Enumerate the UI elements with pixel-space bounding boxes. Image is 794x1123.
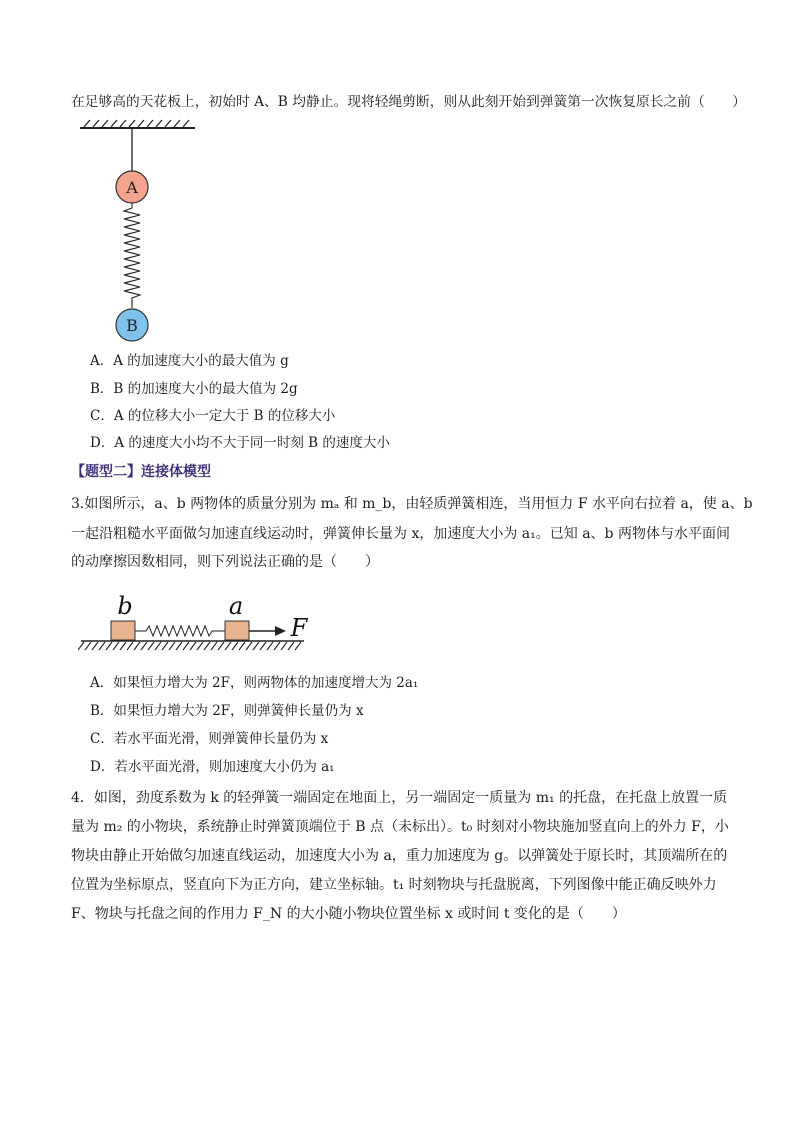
block-a <box>225 621 249 640</box>
ball-a-label: A <box>126 178 138 197</box>
q4-stem-line-4: 位置为坐标原点，竖直向下为正方向，建立坐标轴。t₁ 时刻物块与托盘脱离，下列图像中能正确反映外力 <box>71 877 717 893</box>
q2-figure-hanging-spring <box>70 118 210 350</box>
section-heading: 【题型二】连接体模型 <box>71 464 211 480</box>
block-a-label: a <box>228 592 244 620</box>
vertical-spring <box>124 203 140 308</box>
q2-option-b: B．B 的加速度大小的最大值为 2g <box>90 381 298 397</box>
block-b-label: b <box>117 592 133 620</box>
q3-option-d: D．若水平面光滑，则加速度大小仍为 a₁ <box>90 759 335 775</box>
q3-option-c: C．若水平面光滑，则弹簧伸长量仍为 x <box>90 731 329 747</box>
q4-stem-line-5: F、物块与托盘之间的作用力 F_N 的大小随小物块位置坐标 x 或时间 t 变化的是（ ） <box>71 906 626 922</box>
q3-stem-line-2: 一起沿粗糙水平面做匀加速直线运动时，弹簧伸长量为 x，加速度大小为 a₁。已知 a、b 两物体与水平面间 <box>71 526 730 542</box>
q2-option-d: D．A 的速度大小均不大于同一时刻 B 的速度大小 <box>90 435 390 451</box>
horizontal-spring <box>135 626 225 636</box>
q4-stem-line-3: 物块由静止开始做匀加速直线运动，加速度大小为 a，重力加速度为 g。以弹簧处于原长时，其顶端所在的 <box>71 848 728 864</box>
q2-option-a: A．A 的加速度大小的最大值为 g <box>90 353 289 369</box>
force-label: F <box>290 614 308 642</box>
q3-option-b: B．如果恒力增大为 2F，则弹簧伸长量仍为 x <box>90 703 364 719</box>
q3-figure-connected-blocks <box>78 590 318 660</box>
block-b <box>111 621 135 640</box>
q4-stem-line-2: 量为 m₂ 的小物块，系统静止时弹簧顶端位于 B 点（未标出）。t₀ 时刻对小物块施加竖直向上的外力 F，小 <box>71 819 729 835</box>
q3-option-a: A．如果恒力增大为 2F，则两物体的加速度增大为 2a₁ <box>90 675 419 691</box>
q3-stem-line-3: 的动摩擦因数相同，则下列说法正确的是（ ） <box>71 554 379 570</box>
q2-option-c: C．A 的位移大小一定大于 B 的位移大小 <box>90 408 336 424</box>
ceiling-hatch <box>84 120 189 127</box>
force-arrowhead <box>275 626 286 636</box>
q3-stem-line-1: 3.如图所示，a、b 两物体的质量分别为 mₐ 和 m_b，由轻质弹簧相连，当用恒力 F 水平向右拉着 a，使 a、b <box>71 496 753 512</box>
q2-stem: 在足够高的天花板上，初始时 A、B 均静止。现将轻绳剪断，则从此刻开始到弹簧第一次恢复原长之前（ ） <box>71 94 747 110</box>
ball-b-label: B <box>126 316 138 335</box>
q4-stem-line-1: 4．如图，劲度系数为 k 的轻弹簧一端固定在地面上，另一端固定一质量为 m₁ 的托盘，在托盘上放置一质 <box>71 790 728 806</box>
ground-hatch <box>78 642 301 650</box>
